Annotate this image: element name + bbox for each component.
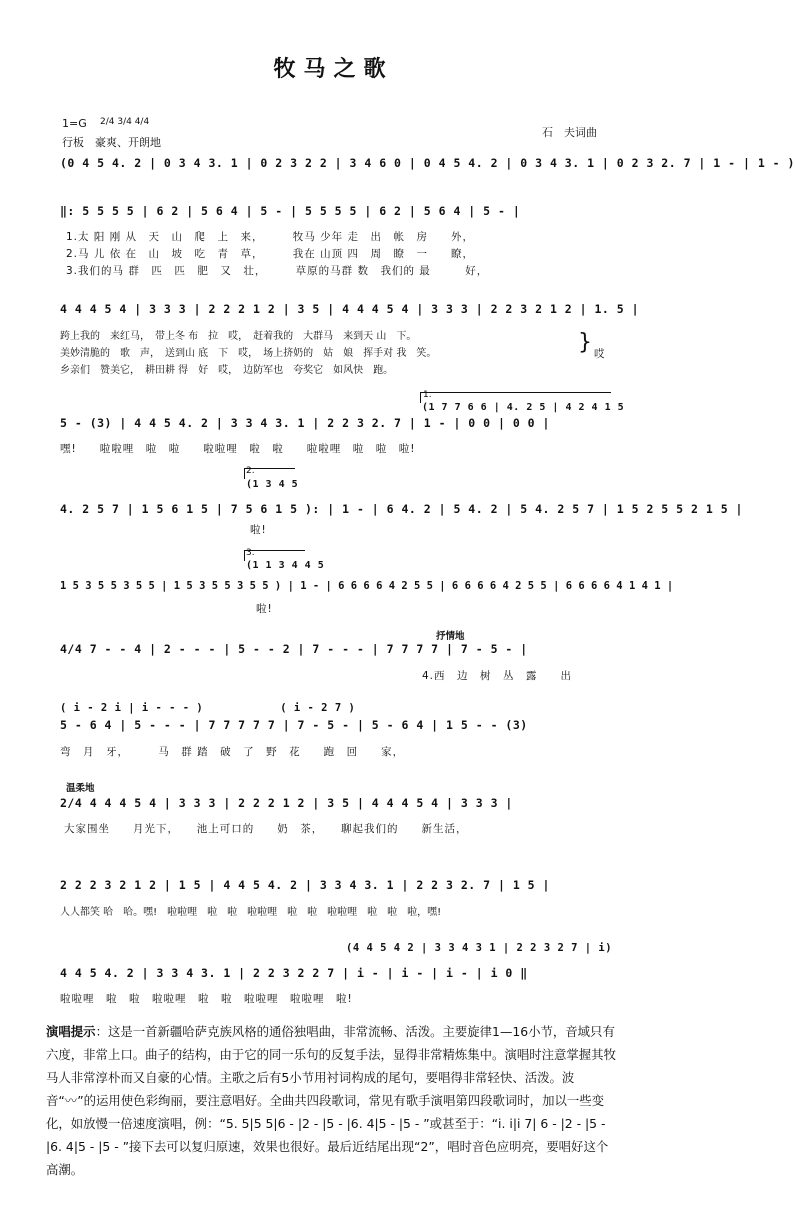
- section-5-lyric: 啦!: [256, 603, 273, 615]
- section-5-notes: 1 5 3 5 5 3 5 5 | 1 5 3 5 5 3 5 5 ) | 1 - | 6 6 6 6 4 2 5 5 | 6 6 6 6 4 2 5 5 | 6 6 6 6 4 1 4 1 |: [60, 580, 674, 592]
- section-2-lyric-3: 乡亲们 赞美它， 耕田耕 得 好 哎， 边防军也 夸奖它 如风快 跑。: [60, 365, 394, 376]
- section-8-notes: 2/4 4 4 4 5 4 | 3 3 3 | 2 2 2 1 2 | 3 5 | 4 4 4 5 4 | 3 3 3 |: [60, 796, 513, 810]
- time-signatures: 2/4 3/4 4/4: [100, 117, 150, 127]
- section-8-lyric: 大家围坐 月光下， 池上可口的 奶 茶， 聊起我们的 新生活，: [64, 823, 468, 835]
- section-1-lyric-3: 3.我们的马 群 匹 匹 肥 又 壮， 草原的马群 数 我们的 最 好，: [66, 265, 489, 277]
- section-3-notes: 5 - (3) | 4 4 5 4. 2 | 3 3 4 3. 1 | 2 2 3 2. 7 | 1 - | 0 0 | 0 0 |: [60, 416, 550, 430]
- expression-mark-gentle: 温柔地: [66, 783, 95, 794]
- credits: 石 夫词曲: [542, 126, 597, 139]
- section-2-lyric-2: 美妙清脆的 歌 声， 送到山 底 下 哎， 场上挤奶的 姑 娘 挥手对 我 笑。: [60, 348, 437, 359]
- singing-tips: [46, 1020, 618, 1181]
- lyric-brace: }: [578, 330, 592, 355]
- section-2-side-word: 哎: [594, 348, 606, 360]
- volta-2-label: 2.: [246, 466, 255, 476]
- section-10-upper-notes: (4 4 5 4 2 | 3 3 4 3 1 | 2 2 3 2 7 | i): [346, 942, 613, 954]
- singing-tips-text: ：这是一首新疆哈萨克族风格的通俗独唱曲，非常流畅、活泼。主要旋律1—16小节，音域只有六度，非常上口。曲子的结构，由于它的同一乐句的反复手法，显得非常精炼集中。演唱时注意掌握其牧马人非常淳朴而又自豪的心情。主歌之后有5小节用衬词构成的尾句，要唱得非常轻快、活泼。波音“〰”的运用使色彩绚丽，要注意唱好。全曲共四段歌词，常见有歌手演唱第四段歌词时，加以一些变化，如放慢一倍速度演唱，例：“5. 5|5 5|6 - |2 - |5 - |6. 4|5 - |5 - ”或甚至于：“i. i|i 7| 6 - |2 - |5 - |6. 4|5 - |5 - ”接下去可以复归原速，效果也很好。最后近结尾出现“2”，唱时音色应明亮，要唱好这个高潮。: [46, 1024, 616, 1177]
- intro-notes: (0 4 5 4. 2 | 0 3 4 3. 1 | 0 2 3 2 2 | 3 4 6 0 | 0 4 5 4. 2 | 0 3 4 3. 1 | 0 2 3 2. 7 | 1 - | 1 - ): [60, 156, 795, 170]
- section-9-notes: 2 2 2 3 2 1 2 | 1 5 | 4 4 5 4. 2 | 3 3 4 3. 1 | 2 2 3 2. 7 | 1 5 |: [60, 878, 550, 892]
- expression-mark-lyrical: 抒情地: [436, 631, 465, 642]
- section-6-notes: 4/4 7 - - 4 | 2 - - - | 5 - - 2 | 7 - - - | 7 7 7 7 | 7 - 5 - |: [60, 642, 528, 656]
- section-4-lyric: 啦!: [250, 524, 267, 536]
- section-7-notes: 5 - 6 4 | 5 - - - | 7 7 7 7 7 | 7 - 5 - | 5 - 6 4 | 1 5 - - (3): [60, 718, 528, 732]
- section-1-lyric-2: 2.马 儿 依 在 山 坡 吃 青 草， 我在 山顶 四 周 瞭 一 瞭，: [66, 248, 474, 260]
- volta-3-label: 3.: [246, 548, 255, 558]
- page-title: 牧马之歌: [273, 57, 394, 82]
- section-2-lyric-1: 跨上我的 来红马， 带上冬 布 拉 哎， 赶着我的 大群马 来到天 山 下。: [60, 331, 417, 342]
- section-3-lyric: 嘿! 啦啦哩 啦 啦 啦啦哩 啦 啦 啦啦哩 啦 啦 啦!: [60, 443, 416, 455]
- section-6-lyric: 4.西 边 树 丛 露 出: [422, 670, 573, 682]
- volta-2-notes: (1 3 4 5: [246, 479, 299, 490]
- section-7-upper-notes: ( i - 2 i | i - - - ) ( i - 2 7 ): [60, 702, 356, 714]
- section-10-lyric: 啦啦哩 啦 啦 啦啦哩 啦 啦 啦啦哩 啦啦哩 啦!: [60, 993, 353, 1005]
- section-1-lyric-1: 1.太 阳 刚 从 天 山 爬 上 来， 牧马 少年 走 出 帐 房 外，: [66, 231, 474, 243]
- section-7-lyric: 弯 月 牙， 马 群 踏 破 了 野 花 跑 回 家，: [60, 746, 405, 758]
- section-9-lyric: 人人都笑 哈 哈。嘿! 啦啦哩 啦 啦 啦啦哩 啦 啦 啦啦哩 啦 啦 啦，嘿!: [60, 907, 442, 918]
- section-4-notes: 4. 2 5 7 | 1 5 6 1 5 | 7 5 6 1 5 ): | 1 - | 6 4. 2 | 5 4. 2 | 5 4. 2 5 7 | 1 5 2 5 5 2 1 5 |: [60, 502, 743, 516]
- section-1-notes: ‖: 5 5 5 5 | 6 2 | 5 6 4 | 5 - | 5 5 5 5 | 6 2 | 5 6 4 | 5 - |: [60, 204, 521, 218]
- volta-1-notes: (1 7 7 6 6 | 4. 2 5 | 4 2 4 1 5: [422, 402, 625, 413]
- volta-3-notes: (1 1 3 4 4 5: [246, 560, 325, 571]
- key-signature: 1=G: [62, 117, 87, 130]
- volta-1-label: 1.: [423, 390, 432, 400]
- singing-tips-label: 演唱提示: [46, 1024, 96, 1039]
- section-2-notes: 4 4 4 5 4 | 3 3 3 | 2 2 2 1 2 | 3 5 | 4 4 4 5 4 | 3 3 3 | 2 2 3 2 1 2 | 1. 5 |: [60, 302, 640, 316]
- tempo-marking: 行板 豪爽、开朗地: [62, 136, 161, 149]
- section-10-notes: 4 4 5 4. 2 | 3 3 4 3. 1 | 2 2 3 2 2 7 | i - | i - | i - | i 0 ‖: [60, 966, 528, 980]
